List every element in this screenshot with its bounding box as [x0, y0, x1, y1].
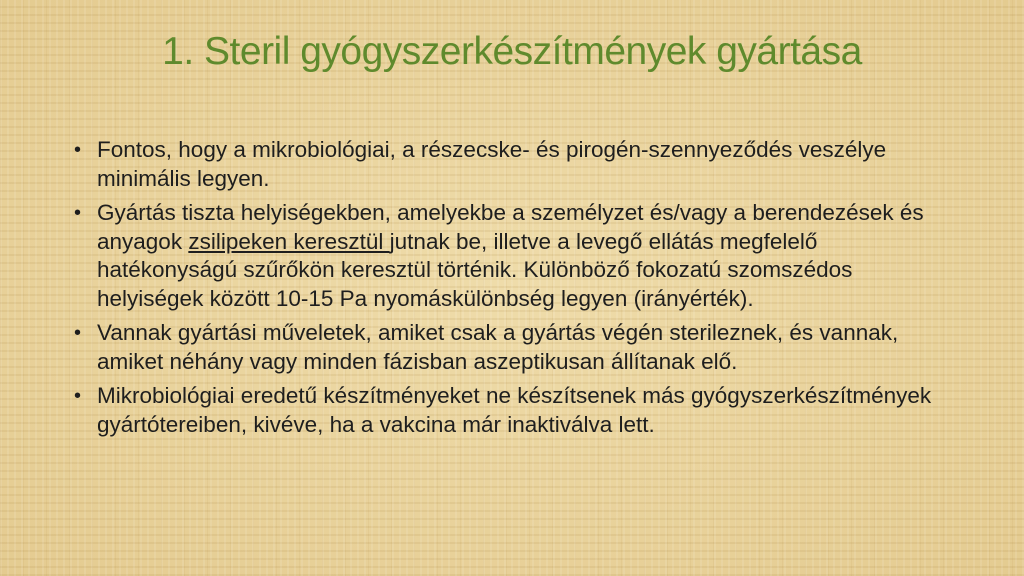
- bullet-dot-icon: •: [74, 202, 82, 224]
- bullet-text: Vannak gyártási műveletek, amiket csak a gyártás végén sterileznek, és vannak, amiket néhány vagy minden fázisban aszeptikusan állítanak elő.: [97, 320, 899, 374]
- bullet-dot-icon: •: [74, 385, 82, 407]
- bullet-text: Mikrobiológiai eredetű készítményeket ne készítsenek más gyógyszerkészítmények gyártótereiben, kivéve, ha a vakcina már inaktiválva lett.: [97, 383, 932, 437]
- underlined-term: zsilipeken keresztül: [188, 228, 390, 254]
- bullet-text-part: Gyártás tiszta helyiségekben, amelyekbe a személyzet és/vagy a berendezések és anyagok: [97, 200, 924, 254]
- bullet-item: [72, 382, 952, 439]
- bullet-dot-icon: •: [74, 139, 82, 161]
- bullet-item: [72, 199, 952, 313]
- bullet-text-part: jutnak be, illetve a levegő ellátás megfelelő hatékonyságú szűrőkön keresztül történik. Különböző fokozatú szomszédos helyiségek között 10-15 Pa nyomáskülönbség legyen (irányérték).: [97, 228, 853, 311]
- slide-title: 1. Steril gyógyszerkészítmények gyártása: [162, 30, 862, 73]
- bullet-text: Fontos, hogy a mikrobiológiai, a részecske- és pirogén-szennyeződés veszélye minimális legyen.: [97, 137, 887, 191]
- bullet-item: [72, 319, 952, 376]
- bullet-list: [72, 136, 952, 445]
- bullet-dot-icon: •: [74, 322, 82, 344]
- bullet-item: [72, 136, 952, 193]
